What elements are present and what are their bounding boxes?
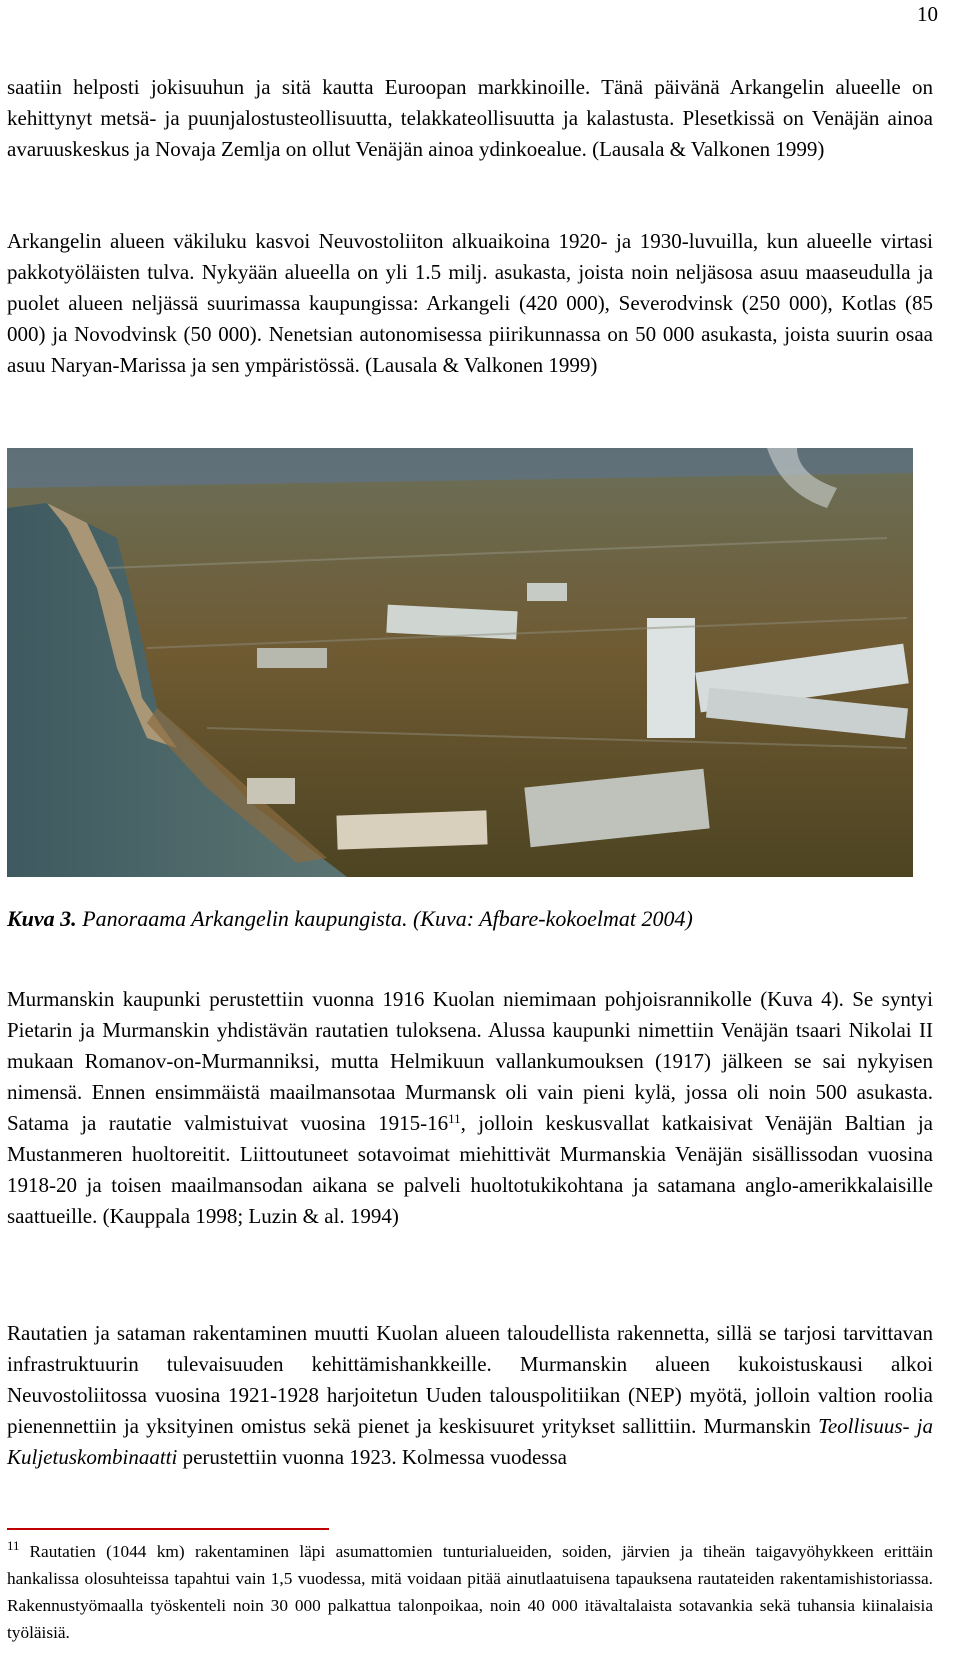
footnote-text: Rautatien (1044 km) rakentaminen läpi asumattomien tunturialueiden, soiden, järvien ja tiheän taigavyöhykkeen erittäin hankalissa olosuhteissa tapahtui vain 1,5 vuodessa, mitä voidaan pitää ainutlaatuisena tapauksena rautateiden rakentamishistoriassa. Rakennustyömaalla työskenteli noin 30 000 palkattua talonpoikaa, noin 40 000 itävaltalaista sotavankia sekä tuhansia kiinalaisia työläisiä.	[7, 1542, 933, 1642]
arkhangelsk-panorama-photo	[7, 448, 913, 877]
paragraph-murmansk-history	[7, 984, 933, 1232]
paragraph-economy-text-a: Rautatien ja sataman rakentaminen muutti Kuolan alueen taloudellista rakennetta, sillä se tarjosi tarvittavan infrastruktuurin tulevaisuuden kehittämishankkeille. Murmanskin alueen kukoistuskausi alkoi Neuvostoliitossa vuosina 1921-1928 harjoitetun Uuden talouspolitiikan (NEP) myötä, jolloin valtion roolia pienennettiin ja yksityinen omistus sekä pienet ja keskisuuret yritykset sallittiin. Murmanskin	[7, 1321, 933, 1438]
paragraph-murmansk-economy	[7, 1318, 933, 1473]
footnote	[7, 1538, 933, 1646]
kombinaatti-name: Teollisuus- ja Kuljetuskombinaatti	[7, 1414, 934, 1469]
figure-label: Kuva 3.	[7, 906, 77, 931]
paragraph-arkangel-population: Arkangelin alueen väkiluku kasvoi Neuvostoliiton alkuaikoina 1920- ja 1930-luvuilla, kun alueelle virtasi pakkotyöläisten tulva. Nykyään alueella on yli 1.5 milj. asukasta, joista noin neljäsosa asuu maaseudulla ja puolet alueen neljässä suurimassa kaupungissa: Arkangeli (420 000), Severodvinsk (250 000), Kotlas (85 000) ja Novodvinsk (50 000). Nenetsian autonomisessa piirikunnassa on 50 000 asukasta, joista suurin osaa asuu Naryan-Marissa ja sen ympäristössä. (Lausala & Valkonen 1999)	[7, 229, 933, 377]
paragraph-arkangel-industry: saatiin helposti jokisuuhun ja sitä kautta Euroopan markkinoille. Tänä päivänä Arkangelin alueelle on kehittynyt metsä- ja puunjalostusteollisuutta, telakkateollisuutta ja kalastusta. Plesetkissä on Venäjän ainoa avaruuskeskus ja Novaja Zemlja on ollut Venäjän ainoa ydinkoealue. (Lausala & Valkonen 1999)	[7, 75, 933, 161]
paragraph-murmansk-text-b: , jolloin keskusvallat katkaisivat Venäjän Baltian ja Mustanmeren huoltoreitit. Liittoutuneet sotavoimat miehittivät Murmanskia Venäjän sisällissodan vuosina 1918-20 ja toisen maailmansodan aikana se palveli huoltotukikohtana ja satamana anglo-amerikkalaisille saattueille. (Kauppala 1998; Luzin & al. 1994)	[7, 1111, 933, 1228]
paragraph-economy-text-b: perustettiin vuonna 1923. Kolmessa vuodessa	[182, 1445, 567, 1469]
figure-caption-text: Panoraama Arkangelin kaupungista. (Kuva: Afbare-kokoelmat 2004)	[82, 906, 693, 931]
paragraph-murmansk-text-a: Murmanskin kaupunki perustettiin vuonna 1916 Kuolan niemimaan pohjoisrannikolle (Kuva 4). Se syntyi Pietarin ja Murmanskin yhdistävän rautatien tuloksena. Alussa kaupunki nimettiin Venäjän tsaari Nikolai II mukaan Romanov-on-Murmanniksi, mutta Helmikuun vallankumouksen (1917) jälkeen se sai nykyisen nimensä. Ennen ensimmäistä maailmansotaa Murmansk oli vain pieni kylä, jossa oli noin 500 asukasta. Satama ja rautatie valmistuivat vuosina 1915-16	[7, 987, 933, 1135]
footnote-reference[interactable]: 11	[448, 1111, 461, 1126]
footnote-marker: 11	[7, 1538, 20, 1553]
page-number: 10	[917, 2, 938, 26]
figure-caption	[7, 906, 693, 932]
footnote-divider	[7, 1528, 329, 1530]
